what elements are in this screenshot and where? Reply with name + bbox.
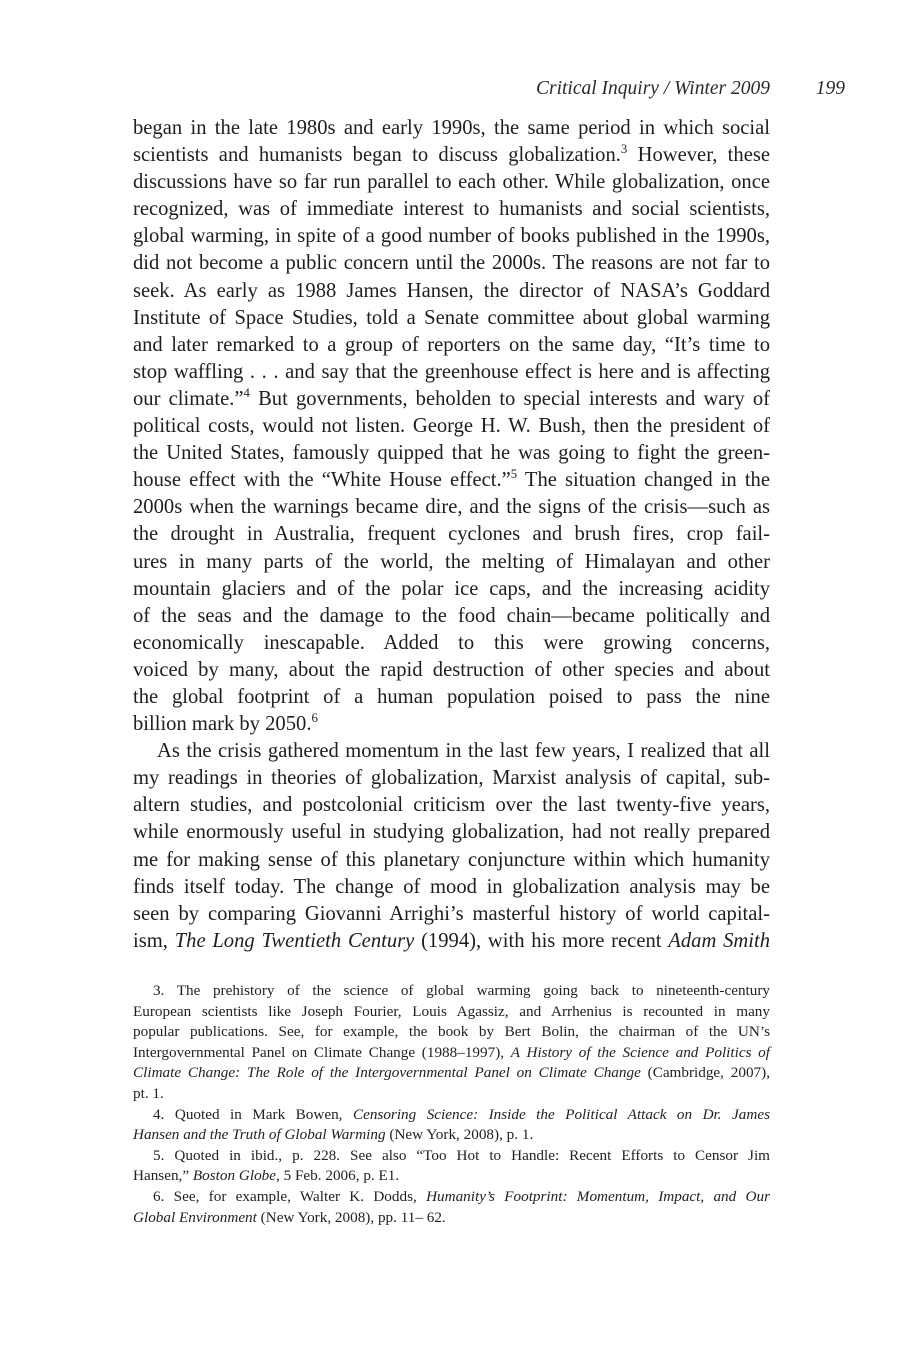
text-line: global warming, in spite of a good number of books published in the 1990s,	[133, 225, 770, 248]
footnote-line: European scientists like Joseph Fourier, Louis Agassiz, and Arrhenius is recounted in many	[133, 1002, 770, 1020]
text-line: our climate.”$^4$ But governments, beholden to special interests and wary of	[133, 386, 771, 410]
footnote-4	[133, 1105, 770, 1146]
footnote-line: Intergovernmental Panel on Climate Change (1988–1997), A History of the Science and Politics of	[133, 1043, 770, 1061]
footnote-line: 3. The prehistory of the science of global warming going back to nineteenth-century	[153, 982, 770, 999]
footnotes	[133, 981, 770, 1228]
footnote-line: 6. See, for example, Walter K. Dodds, Humanity’s Footprint: Momentum, Impact, and Our	[153, 1187, 770, 1205]
text-line: recognized, was of immediate interest to humanists and social scientists,	[133, 198, 770, 221]
footnote-ref-3: 3	[620, 142, 628, 157]
text-line: 2000s when the warnings became dire, and the signs of the crisis—such as	[133, 496, 770, 519]
text-line: did not become a public concern until the 2000s. The reasons are not far to	[133, 252, 770, 275]
text-line: seen by comparing Giovanni Arrighi’s masterful history of world capital-	[133, 902, 770, 925]
footnote-line: pt. 1.	[133, 1084, 164, 1102]
text-line: mountain glaciers and of the polar ice caps, and the increasing acidity	[133, 577, 770, 600]
text-line: economically inescapable. Added to this were growing concerns,	[133, 631, 770, 654]
text-line: ism, The Long Twentieth Century (1994), with his more recent Adam Smith	[133, 929, 770, 952]
footnote-6	[133, 1187, 770, 1228]
text-line: voiced by many, about the rapid destruction of other species and about	[133, 658, 770, 681]
text-line: scientists and humanists began to discuss globalization.$^3$ However, these	[133, 142, 770, 167]
footnote-3	[133, 981, 770, 1105]
footnote-line: Hansen and the Truth of Global Warming (New York, 2008), p. 1.	[133, 1126, 534, 1144]
text-line: my readings in theories of globalization, Marxist analysis of capital, sub-	[133, 767, 770, 790]
text-line: of the seas and the damage to the food chain—became politically and	[133, 604, 770, 627]
text-line: while enormously useful in studying globalization, had not really prepared	[133, 821, 770, 844]
paragraph-2	[133, 738, 770, 955]
text-line: and later remarked to a group of reporters on the same day, “It’s time to	[133, 333, 770, 356]
footnote-line: Global Environment (New York, 2008), pp. 11– 62.	[133, 1208, 446, 1226]
text-line: the global footprint of a human population poised to pass the nine	[133, 685, 770, 708]
text-line: stop waffling . . . and say that the greenhouse effect is here and is affecting	[133, 360, 770, 383]
footnote-line: Climate Change: The Role of the Intergovernmental Panel on Climate Change (Cambridge, 2007),	[133, 1064, 770, 1082]
text-line: house effect with the “White House effect.”$^5$ The situation changed in the	[133, 467, 770, 492]
text-line: billion mark by 2050.$^6$	[133, 711, 318, 736]
running-head	[0, 78, 900, 106]
footnote-ref-5: 5	[510, 467, 518, 482]
footnote-ref-6: 6	[311, 711, 318, 726]
footnote-line: 5. Quoted in ibid., p. 228. See also “Too Hot to Handle: Recent Efforts to Censor Jim	[153, 1146, 770, 1164]
text-line: the United States, famously quipped that he was going to fight the green-	[133, 442, 770, 465]
text-line: As the crisis gathered momentum in the last few years, I realized that all	[157, 740, 770, 763]
footnote-line: Hansen,” Boston Globe, 5 Feb. 2006, p. E1.	[133, 1167, 400, 1185]
footnote-ref-4: 4	[243, 386, 250, 401]
paragraph-1	[133, 115, 770, 738]
text-line: Institute of Space Studies, told a Senate committee about global warming	[133, 306, 770, 329]
journal-title: Critical Inquiry / Winter 2009	[536, 78, 770, 99]
text-line: political costs, would not listen. George H. W. Bush, then the president of	[133, 415, 770, 438]
book-title: The Long Twentieth Century	[174, 929, 415, 952]
body-text	[133, 115, 770, 955]
text-line: discussions have so far run parallel to each other. While globalization, once	[133, 171, 770, 194]
book-title: Adam Smith	[668, 929, 770, 952]
text-line: altern studies, and postcolonial criticism over the last twenty-five years,	[133, 794, 770, 817]
text-line: seek. As early as 1988 James Hansen, the director of NASA’s Goddard	[133, 279, 770, 302]
footnote-line: popular publications. See, for example, the book by Bert Bolin, the chairman of the UN’s	[133, 1023, 770, 1041]
footnote-line: 4. Quoted in Mark Bowen, Censoring Science: Inside the Political Attack on Dr. James	[153, 1105, 770, 1123]
text-line: the drought in Australia, frequent cyclones and brush fires, crop fail-	[133, 523, 770, 546]
text-line: ures in many parts of the world, the melting of Himalayan and other	[133, 550, 770, 573]
text-line: began in the late 1980s and early 1990s, the same period in which social	[133, 117, 770, 139]
footnote-5	[133, 1146, 770, 1187]
page-number: 199	[815, 78, 845, 99]
text-line: me for making sense of this planetary conjuncture within which humanity	[133, 848, 770, 871]
text-line: finds itself today. The change of mood in globalization analysis may be	[133, 875, 770, 898]
